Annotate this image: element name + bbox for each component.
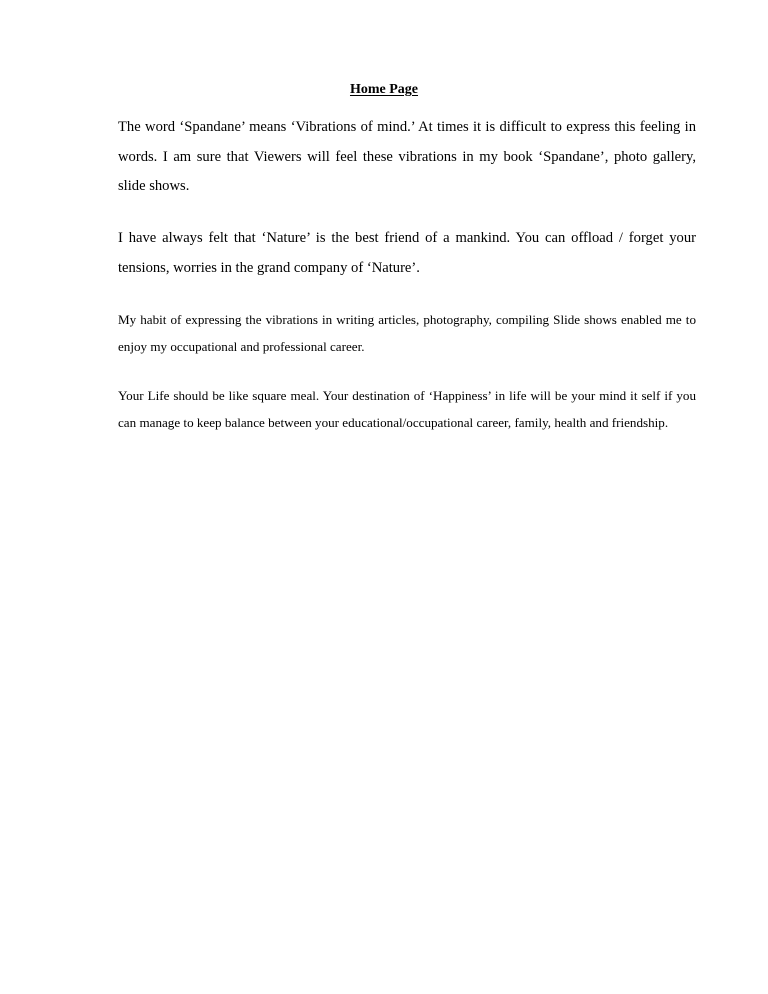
paragraph-spandane-meaning: The word ‘Spandane’ means ‘Vibrations of mind.’ At times it is difficult to express this feeling in words. I am sure that Viewers will feel these vibrations in my book ‘Spandane’, photo gallery, slide shows. <box>118 119 696 194</box>
paragraph-habit: My habit of expressing the vibrations in writing articles, photography, compiling Slide shows enabled me to enjoy my occupational and professional career. <box>118 312 696 354</box>
page-title: Home Page <box>349 82 419 97</box>
paragraph-life-balance: Your Life should be like square meal. Your destination of ‘Happiness’ in life will be your mind it self if you can manage to keep balance between your educational/occupational career, family, health and friendship. <box>118 388 696 430</box>
paragraph-nature: I have always felt that ‘Nature’ is the best friend of a mankind. You can offload / forget your tensions, worries in the grand company of ‘Nature’. <box>118 230 696 276</box>
